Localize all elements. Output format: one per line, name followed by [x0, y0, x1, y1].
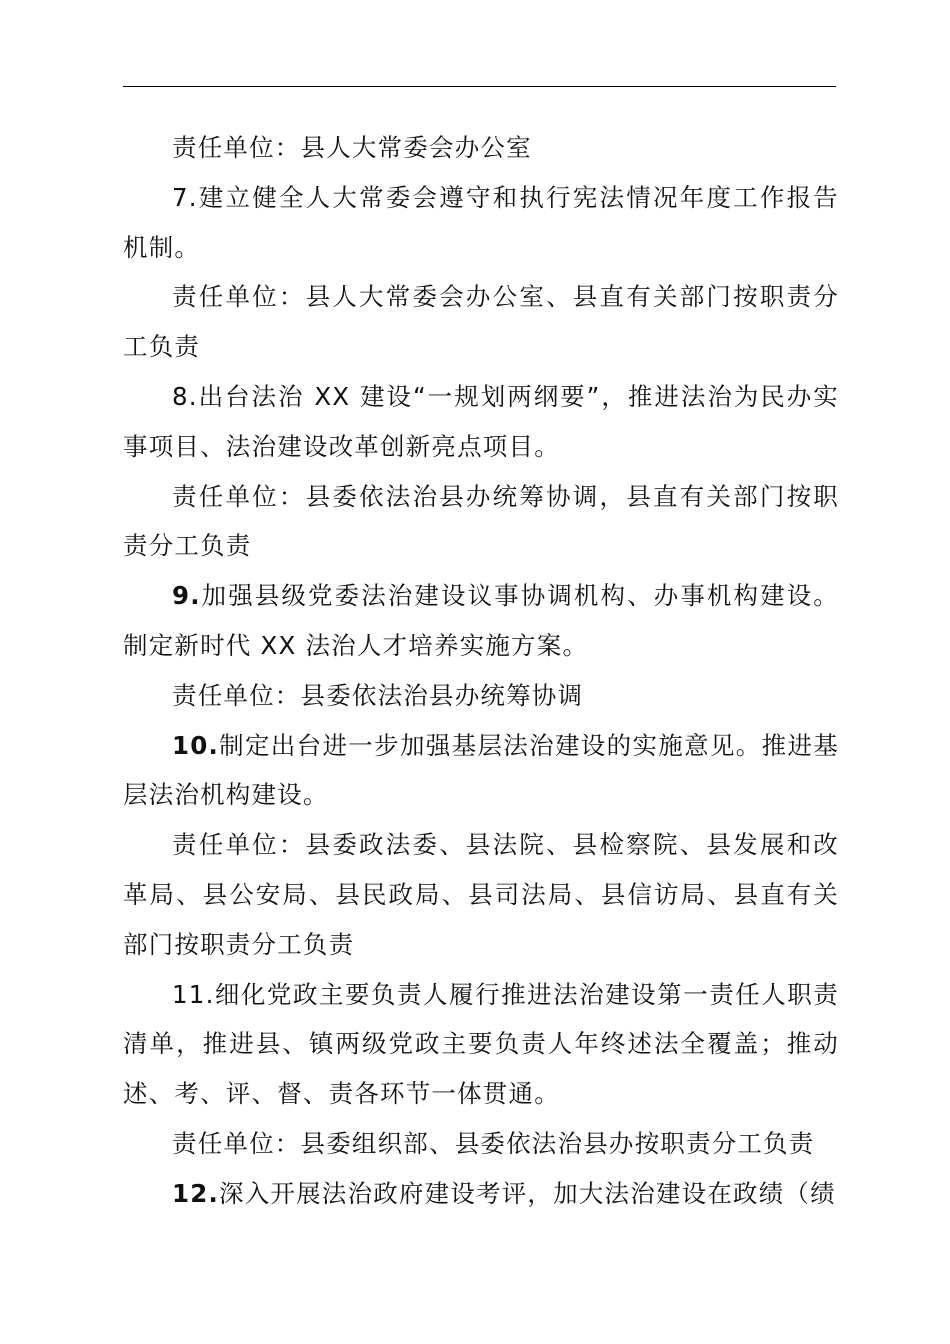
paragraph-item-10 — [123, 721, 839, 821]
paragraph-responsibility-6 — [123, 123, 839, 173]
item-number: 12. — [172, 1178, 220, 1208]
item-number: 11. — [172, 979, 215, 1009]
item-number: 10. — [172, 730, 220, 760]
paragraph-text: 责任单位：县委组织部、县委依法治县办按职责分工负责 — [172, 1128, 815, 1158]
paragraph-text: 责任单位：县委政法委、县法院、县检察院、县发展和改革局、县公安局、县民政局、县司法局、县信访局、县直有关部门按职责分工负责 — [123, 830, 839, 959]
document-body — [123, 123, 839, 1219]
paragraph-text: 加强县级党委法治建设议事协调机构、办事机构建设。制定新时代 XX 法治人才培养实施方案。 — [123, 581, 839, 660]
header-rule — [123, 86, 836, 87]
paragraph-text: 制定出台进一步加强基层法治建设的实施意见。推进基层法治机构建设。 — [123, 730, 839, 810]
paragraph-responsibility-11 — [123, 1119, 839, 1169]
paragraph-responsibility-8 — [123, 472, 839, 572]
paragraph-item-9 — [123, 571, 839, 671]
item-number: 9. — [172, 581, 201, 611]
paragraph-text: 细化党政主要负责人履行推进法治建设第一责任人职责清单，推进县、镇两级党政主要负责人年终述法全覆盖；推动述、考、评、督、责各环节一体贯通。 — [123, 979, 839, 1109]
paragraph-text: 责任单位：县委依法治县办统筹协调 — [172, 680, 584, 710]
paragraph-item-11 — [123, 970, 839, 1119]
paragraph-text: 责任单位：县人大常委会办公室、县直有关部门按职责分工负责 — [123, 282, 839, 362]
item-number: 8. — [172, 381, 198, 411]
paragraph-text: 深入开展法治政府建设考评，加大法治建设在政绩（绩 — [219, 1178, 836, 1208]
paragraph-responsibility-7 — [123, 272, 839, 372]
paragraph-item-8 — [123, 372, 839, 472]
paragraph-item-7 — [123, 173, 839, 273]
paragraph-text: 责任单位：县委依法治县办统筹协调，县直有关部门按职责分工负责 — [123, 481, 839, 561]
paragraph-responsibility-9 — [123, 671, 839, 721]
paragraph-responsibility-10 — [123, 820, 839, 969]
item-number: 7. — [172, 182, 198, 212]
paragraph-text: 出台法治 XX 建设“一规划两纲要”，推进法治为民办实事项目、法治建设改革创新亮点项目。 — [123, 381, 839, 461]
paragraph-text: 建立健全人大常委会遵守和执行宪法情况年度工作报告机制。 — [123, 182, 839, 262]
paragraph-text: 责任单位：县人大常委会办公室 — [172, 133, 532, 162]
paragraph-item-12 — [123, 1169, 839, 1219]
